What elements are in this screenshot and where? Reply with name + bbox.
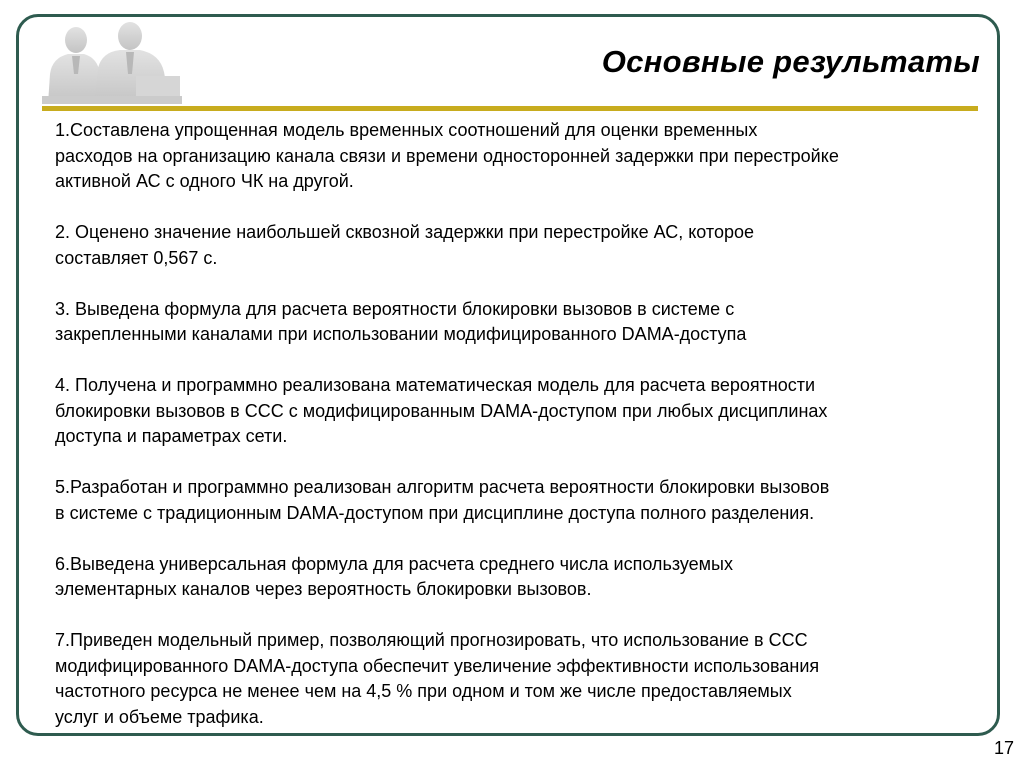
result-item-line: частотного ресурса не менее чем на 4,5 % при одном и том же числе предоставляемых [55,681,792,701]
result-item-line: элементарных каналов через вероятность блокировки вызовов. [55,579,592,599]
result-item-line: 1.Составлена упрощенная модель временных соотношений для оценки временных [55,120,758,140]
result-item [55,552,995,603]
result-item-line: 3. Выведена формула для расчета вероятности блокировки вызовов в системе с [55,298,735,319]
result-item-line: 5.Разработан и программно реализован алгоритм расчета вероятности блокировки вызовов [55,477,830,497]
result-item-line: услуг и объеме трафика. [55,706,264,727]
result-item-line: составляет 0,567 с. [55,247,218,268]
result-item-line: 4. Получена и программно реализована математическая модель для расчета вероятности [55,375,816,395]
result-item-line: расходов на организацию канала связи и времени односторонней задержки при перестройке [55,145,839,166]
result-item-line: блокировки вызовов в ССС с модифицированным DAMA-доступом при любых дисциплинах [55,400,828,421]
slide-title: Основные результаты [601,44,980,79]
result-item-line: в системе с традиционным DAMA-доступом при дисциплине доступа полного разделения. [55,502,815,523]
result-item-line: доступа и параметрах сети. [55,426,288,446]
result-item [55,628,995,730]
result-item-line: 6.Выведена универсальная формула для расчета среднего числа используемых [55,553,733,574]
result-item [55,220,995,271]
result-item-line: модифицированного DAMA-доступа обеспечит увеличение эффективности использования [55,655,820,676]
result-item-line: активной АС с одного ЧК на другой. [55,171,354,191]
result-item-line: 2. Оценено значение наибольшей сквозной задержки при перестройке АС, которое [55,222,755,242]
title-underline [42,106,978,111]
result-item [55,118,995,195]
result-item [55,373,995,450]
result-item-line: закрепленными каналами при использовании модифицированного DAMA-доступа [55,324,747,344]
page-number: 17 [993,738,1014,758]
result-item [55,297,995,348]
result-item [55,475,995,526]
business-people-silhouette-icon [38,22,188,104]
results-list [55,118,995,730]
result-item-line: 7.Приведен модельный пример, позволяющий прогнозировать, что использование в ССС [55,630,808,650]
